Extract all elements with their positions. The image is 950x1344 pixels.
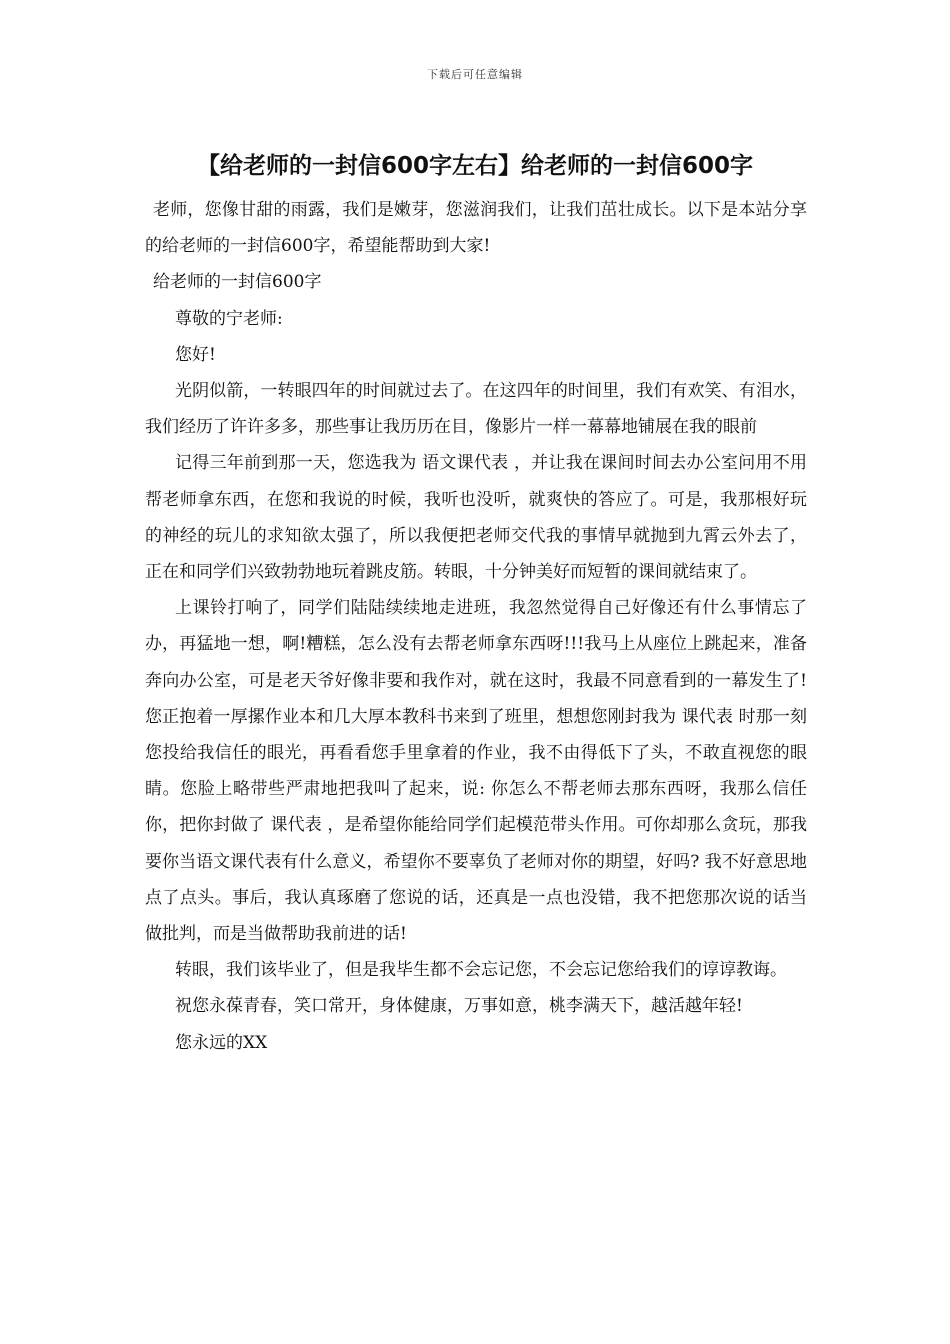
- header-note: 下载后可任意编辑: [427, 68, 523, 81]
- greeting: 您好!: [175, 344, 216, 365]
- intro-paragraph: 老师，您像甘甜的雨露，我们是嫩芽，您滋润我们，让我们茁壮成长。以下是本站分享的给老师的一封信600字，希望能帮助到大家!: [145, 200, 807, 257]
- body-paragraph: 光阴似箭，一转眼四年的时间就过去了。在这四年的时间里，我们有欢笑、有泪水，我们经历了许许多多，那些事让我历历在目，像影片一样一幕幕地铺展在我的眼前: [145, 381, 807, 438]
- document-subtitle: 给老师的一封信600字: [153, 272, 322, 293]
- blessing: 祝您永葆青春，笑口常开，身体健康，万事如意，桃李满天下，越活越年轻!: [175, 996, 743, 1017]
- document-body: [145, 192, 807, 1061]
- body-paragraph: 转眼，我们该毕业了，但是我毕生都不会忘记您，不会忘记您给我们的谆谆教诲。: [175, 960, 787, 981]
- body-paragraph: 记得三年前到那一天，您选我为 语文课代表 ，并让我在课间时间去办公室问用不用帮老师拿东西，在您和我说的时候，我听也没听，就爽快的答应了。可是，我那根好玩的神经的玩儿的求知欲太强了，所以我便把老师交代我的事情早就抛到九霄云外去了，正在和同学们兴致勃勃地玩着跳皮筋。转眼，十分钟美好而短暂的课间就结束了。: [145, 453, 807, 583]
- closing-signature: 您永远的XX: [175, 1032, 268, 1053]
- salutation: 尊敬的宁老师:: [175, 308, 283, 329]
- body-paragraph: 上课铃打响了，同学们陆陆续续地走进班，我忽然觉得自己好像还有什么事情忘了办，再猛地一想，啊!糟糕，怎么没有去帮老师拿东西呀!!!我马上从座位上跳起来，准备奔向办公室，可是老天爷好像非要和我作对，就在这时，我最不同意看到的一幕发生了!您正抱着一厚摞作业本和几大厚本教科书来到了班里，想想您刚封我为 课代表 时那一刻您投给我信任的眼光，再看看您手里拿着的作业，我不由得低下了头，不敢直视您的眼睛。您脸上略带些严肃地把我叫了起来，说: 你怎么不帮老师去那东西呀，我那么信任你，把你封做了 课代表 ，是希望你能给同学们起模范带头作用。可你却那么贪玩，那我要你当语文课代表有什么意义，希望你不要辜负了老师对你的期望，好吗? 我不好意思地点了点头。事后，我认真琢磨了您说的话，还真是一点也没错，我不把您那次说的话当做批判，而是当做帮助我前进的话!: [145, 598, 807, 945]
- document-title: 【给老师的一封信600字左右】给老师的一封信600字: [196, 153, 754, 179]
